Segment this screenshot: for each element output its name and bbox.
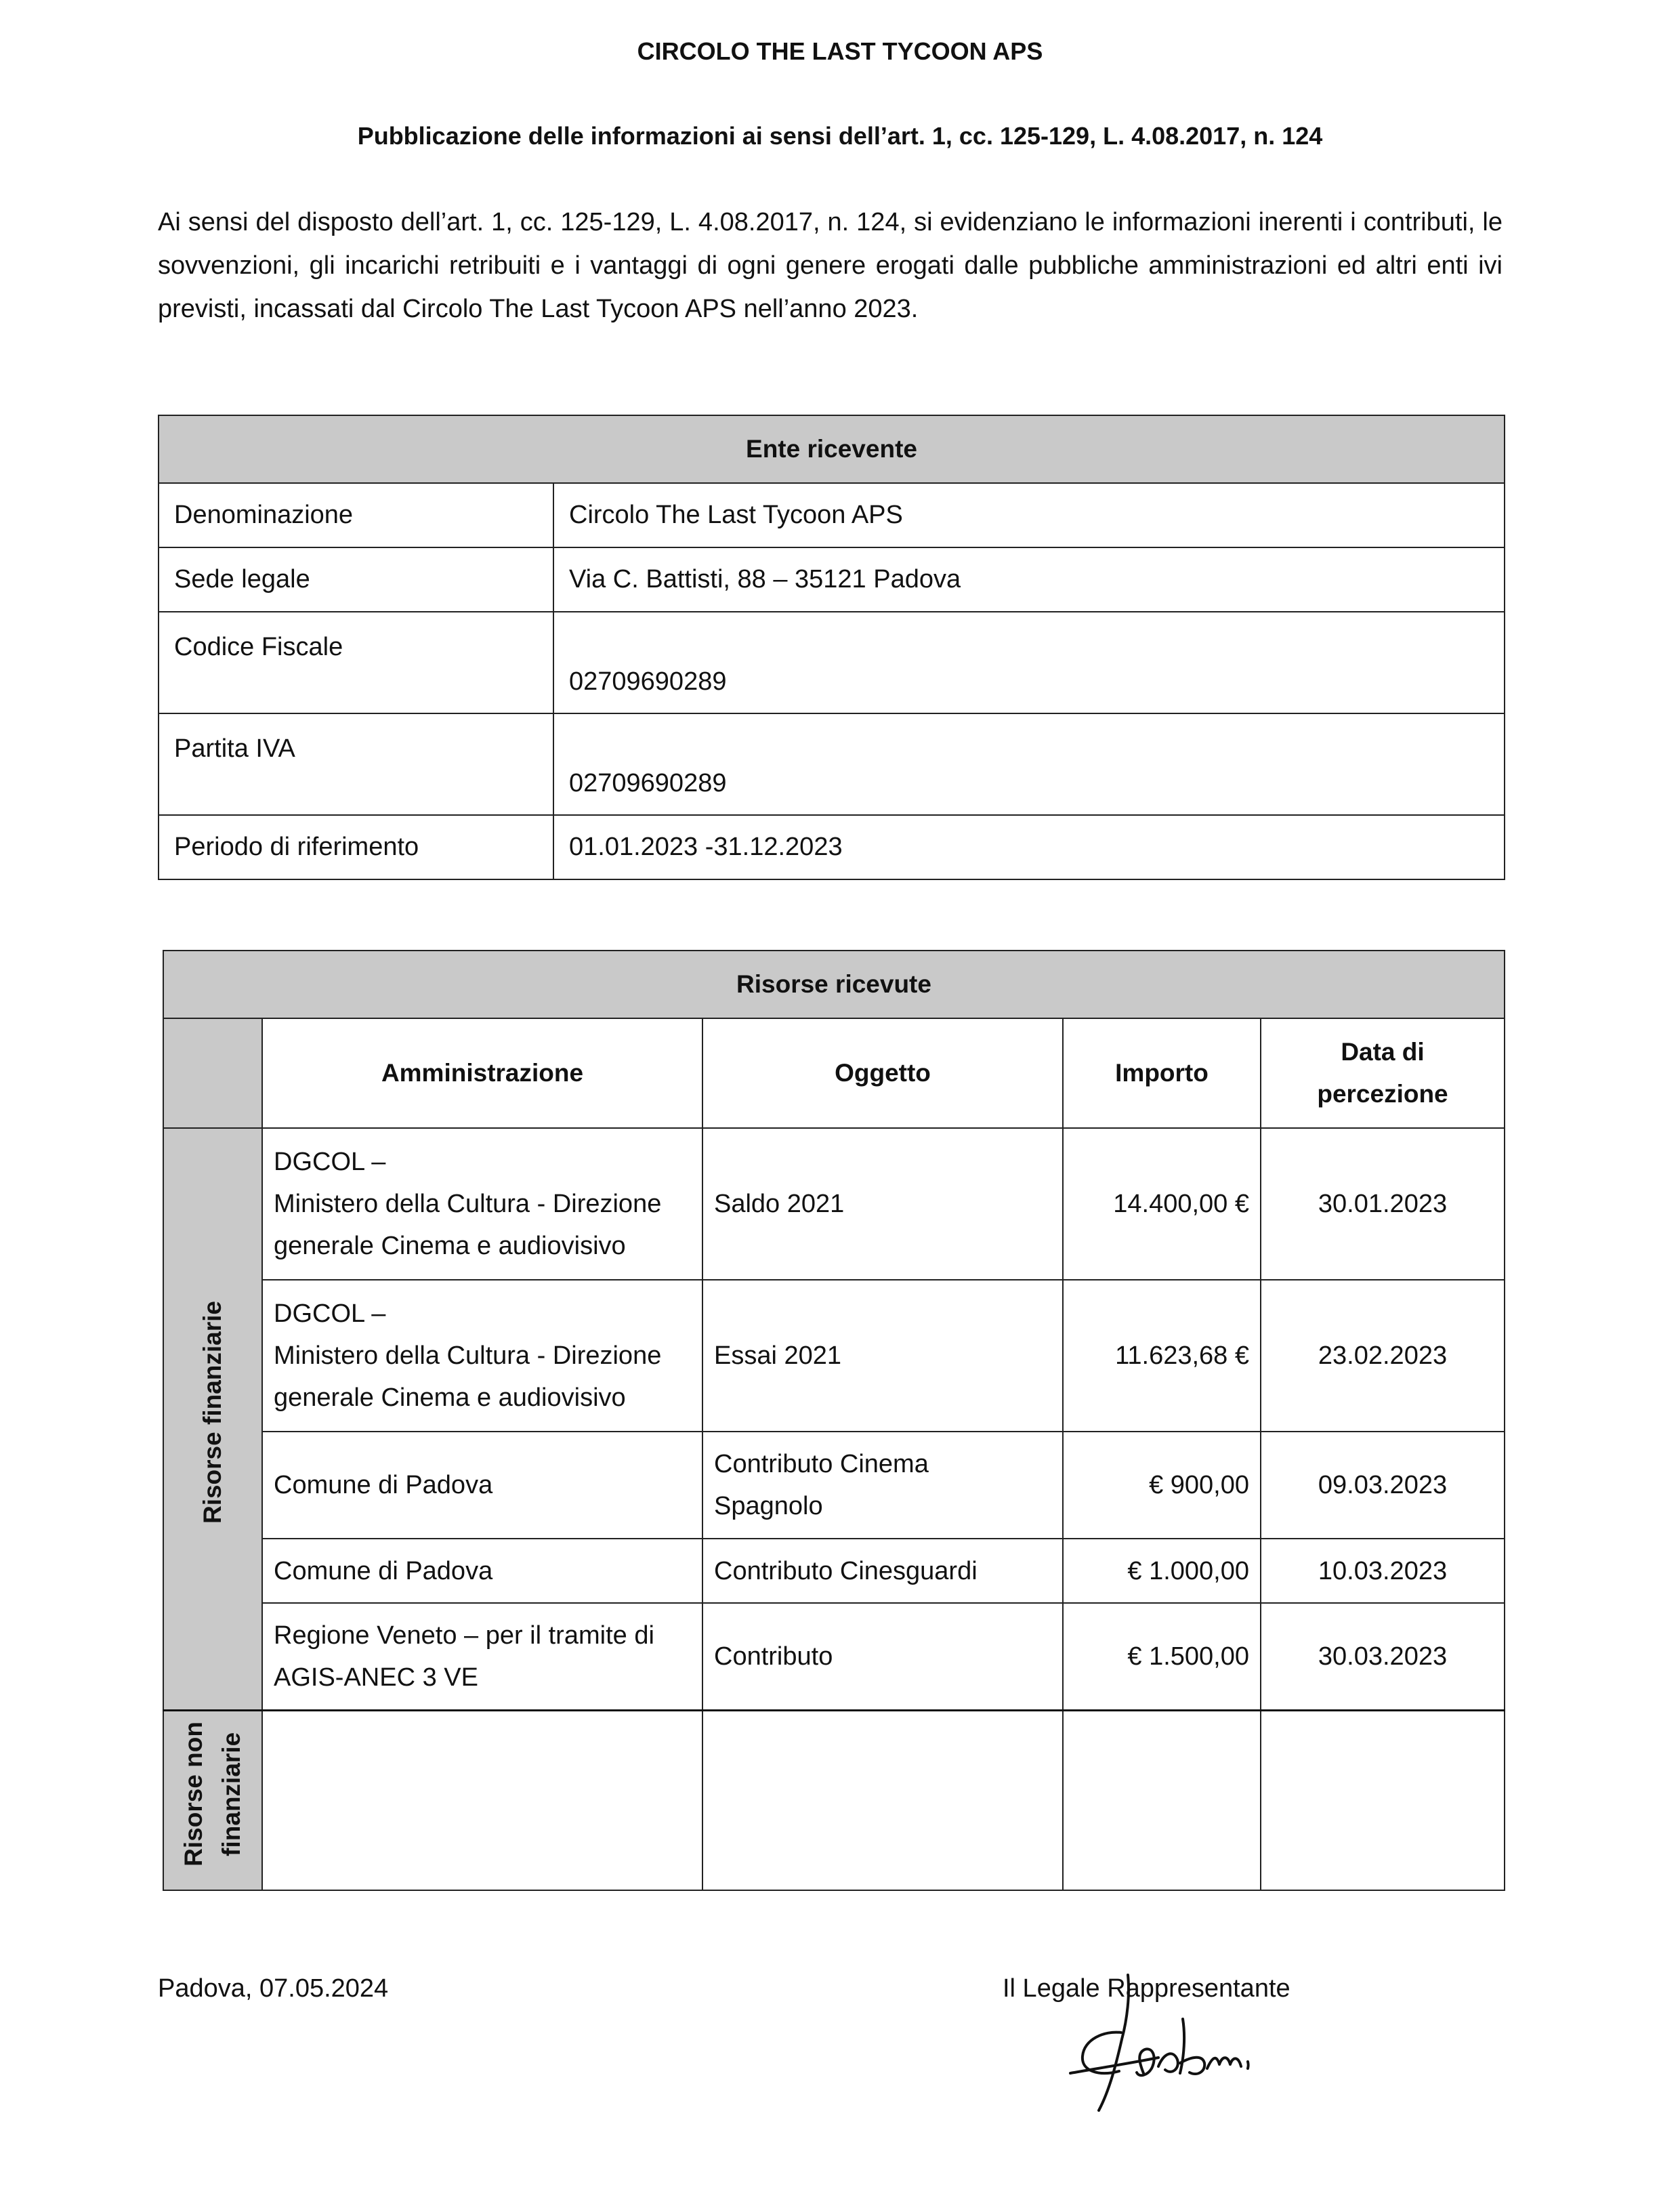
table-row xyxy=(159,483,1505,547)
cell-amministrazione xyxy=(262,1603,702,1710)
cell-line: generale Cinema e audiovisivo xyxy=(274,1383,626,1412)
group-label-finanziarie xyxy=(163,1128,262,1710)
group-label-non-finanziarie xyxy=(163,1710,262,1890)
cell-amministrazione: Comune di Padova xyxy=(262,1432,702,1539)
field-label: Partita IVA xyxy=(159,713,553,815)
table-row xyxy=(163,1432,1505,1539)
field-label: Denominazione xyxy=(159,483,553,547)
cell-line: DGCOL – xyxy=(274,1148,386,1176)
handwritten-signature xyxy=(1057,1955,1260,2138)
column-header-data xyxy=(1261,1018,1505,1128)
risorse-ricevute-table xyxy=(163,950,1505,1891)
table-row xyxy=(163,1128,1505,1280)
cell-amministrazione xyxy=(262,1710,702,1890)
cell-importo: € 900,00 xyxy=(1063,1432,1261,1539)
intro-paragraph: Ai sensi del disposto dell’art. 1, cc. 125-129, L. 4.08.2017, n. 124, si evidenziano le informazioni inerenti i contributi, le sovvenzioni, gli incarichi retribuiti e i vantaggi di ogni genere erogati dalle pubbliche amministrazioni ed altri enti ivi previsti, incassati dal Circolo The Last Tycoon APS nell’anno 2023. xyxy=(158,208,1503,323)
risorse-table-heading: Risorse ricevute xyxy=(163,951,1505,1018)
table-row xyxy=(163,1539,1505,1603)
cell-amministrazione xyxy=(262,1280,702,1432)
group-label-line: Risorse non xyxy=(180,1721,207,1867)
field-value: 01.01.2023 -31.12.2023 xyxy=(553,815,1505,879)
cell-data: 09.03.2023 xyxy=(1261,1432,1505,1539)
cell-importo: € 1.000,00 xyxy=(1063,1539,1261,1603)
cell-amministrazione: Comune di Padova xyxy=(262,1539,702,1603)
field-value: 02709690289 xyxy=(553,713,1505,815)
ente-table-heading: Ente ricevente xyxy=(159,415,1505,483)
cell-oggetto: Contributo Cinesguardi xyxy=(702,1539,1063,1603)
cell-importo: 11.623,68 € xyxy=(1063,1280,1261,1432)
table-row xyxy=(163,1710,1505,1890)
cell-importo: € 1.500,00 xyxy=(1063,1603,1261,1710)
ente-ricevente-table xyxy=(158,415,1505,880)
cell-importo xyxy=(1063,1710,1261,1890)
table-row xyxy=(159,713,1505,815)
place-and-date: Padova, 07.05.2024 xyxy=(158,1974,389,2003)
corner-cell xyxy=(163,1018,262,1128)
cell-oggetto: Saldo 2021 xyxy=(702,1128,1063,1280)
column-header-data-line: percezione xyxy=(1317,1080,1448,1108)
cell-data: 23.02.2023 xyxy=(1261,1280,1505,1432)
table-row xyxy=(163,1280,1505,1432)
table-row xyxy=(159,815,1505,879)
table-row xyxy=(159,547,1505,612)
cell-data: 10.03.2023 xyxy=(1261,1539,1505,1603)
cell-line: Ministero della Cultura - Direzione xyxy=(274,1341,662,1370)
cell-line: generale Cinema e audiovisivo xyxy=(274,1232,626,1260)
field-value: Via C. Battisti, 88 – 35121 Padova xyxy=(553,547,1505,612)
cell-importo: 14.400,00 € xyxy=(1063,1128,1261,1280)
cell-line: AGIS-ANEC 3 VE xyxy=(274,1663,478,1692)
cell-line: Contributo Cinema xyxy=(714,1450,929,1478)
cell-line: Ministero della Cultura - Direzione xyxy=(274,1190,662,1218)
cell-amministrazione xyxy=(262,1128,702,1280)
cell-data: 30.03.2023 xyxy=(1261,1603,1505,1710)
group-label-text xyxy=(175,1722,251,1867)
cell-data: 30.01.2023 xyxy=(1261,1128,1505,1280)
field-label: Sede legale xyxy=(159,547,553,612)
cell-data xyxy=(1261,1710,1505,1890)
column-header-row xyxy=(163,1018,1505,1128)
field-value: 02709690289 xyxy=(553,612,1505,713)
document-subtitle: Pubblicazione delle informazioni ai sensi dell’art. 1, cc. 125-129, L. 4.08.2017, n. 124 xyxy=(357,122,1323,150)
cell-oggetto xyxy=(702,1432,1063,1539)
field-value: Circolo The Last Tycoon APS xyxy=(553,483,1505,547)
field-label: Periodo di riferimento xyxy=(159,815,553,879)
group-label-line: finanziarie xyxy=(217,1732,245,1856)
cell-line: Regione Veneto – per il tramite di xyxy=(274,1621,654,1650)
cell-oggetto xyxy=(702,1710,1063,1890)
column-header-amministrazione: Amministrazione xyxy=(262,1018,702,1128)
cell-oggetto: Essai 2021 xyxy=(702,1280,1063,1432)
group-label-text: Risorse finanziarie xyxy=(198,1301,226,1524)
table-row xyxy=(159,612,1505,713)
signatory-label: Il Legale Rappresentante xyxy=(1003,1974,1290,2003)
document-title: CIRCOLO THE LAST TYCOON APS xyxy=(637,37,1043,65)
column-header-importo: Importo xyxy=(1063,1018,1261,1128)
field-label: Codice Fiscale xyxy=(159,612,553,713)
table-row xyxy=(163,1603,1505,1710)
cell-oggetto: Contributo xyxy=(702,1603,1063,1710)
column-header-oggetto: Oggetto xyxy=(702,1018,1063,1128)
cell-line: DGCOL – xyxy=(274,1299,386,1328)
cell-line: Spagnolo xyxy=(714,1492,823,1520)
column-header-data-line: Data di xyxy=(1341,1038,1425,1066)
